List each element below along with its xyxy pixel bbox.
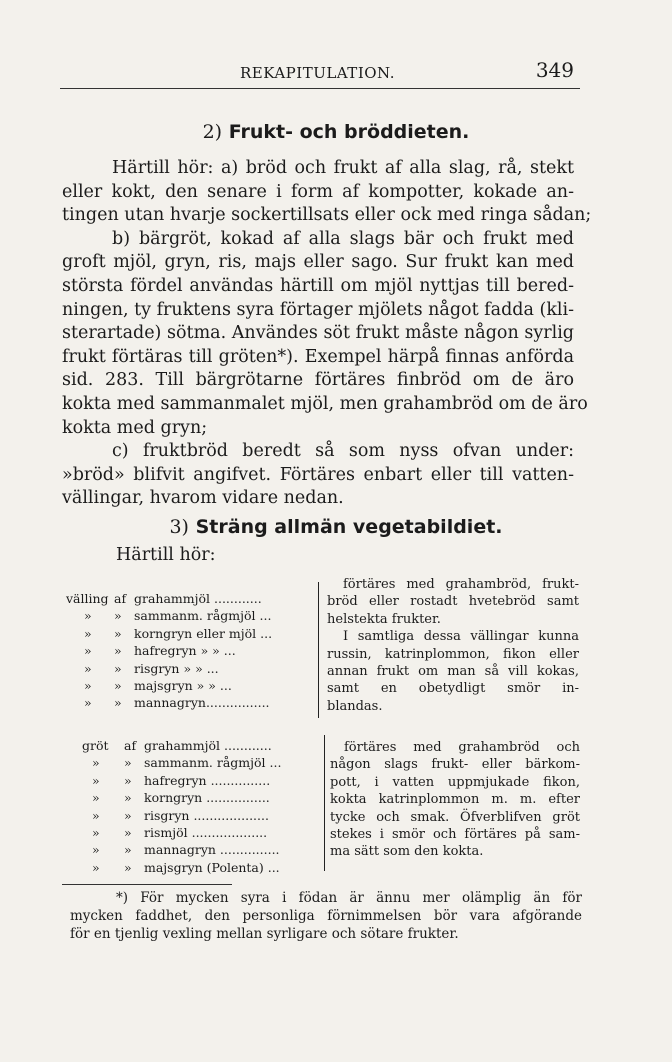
text-line: någon slags frukt- eller bärkom- (330, 757, 580, 773)
list-item-kind: » (92, 859, 100, 875)
list-item-kind: välling (66, 591, 109, 606)
list-item-prep: » (114, 625, 122, 641)
list-item-kind: » (84, 660, 92, 676)
text-line: helstekta frukter. (327, 611, 441, 627)
text-line: I samtliga dessa vällingar kunna (343, 629, 579, 645)
list-item-ingredient: korngryn ................ (144, 790, 270, 806)
grot-description (330, 739, 580, 861)
list-item-prep: » (114, 660, 122, 676)
list-item-kind: » (92, 772, 100, 788)
text-line: b) bärgröt, kokad af alla slags bär och frukt med (112, 228, 574, 249)
list-item-kind: » (84, 643, 92, 659)
list-item-ingredient: mannagryn ............... (144, 842, 280, 858)
running-title: REKAPITULATION. (240, 64, 395, 82)
text-line: för en tjenlig vexling mellan syrligare och sötare frukter. (70, 926, 459, 942)
text-line: pott, i vatten uppmjukade fikon, (330, 774, 580, 790)
list-item-ingredient: rismjöl ................... (144, 825, 268, 841)
list-item-prep: » (114, 678, 122, 694)
section-2-heading (0, 121, 672, 143)
list-item-kind: » (92, 825, 100, 841)
list-item-ingredient: majsgryn (Polenta) ... (144, 859, 280, 875)
valling-brace (318, 582, 319, 718)
text-line: mycken faddhet, den personliga förnimmelsen bör vara afgörande (70, 908, 582, 924)
text-line: kokta med gryn; (62, 417, 208, 438)
list-item-ingredient: majsgryn » » ... (134, 678, 232, 694)
text-line: bröd eller rostadt hvetebröd samt (327, 594, 579, 610)
list-item (66, 660, 272, 677)
list-item (82, 807, 281, 824)
text-line: c) fruktbröd beredt så som nyss ofvan under: (112, 441, 574, 462)
text-line: kokta med sammanmalet mjöl, men grahambröd om de äro (62, 393, 588, 414)
list-item (82, 772, 281, 789)
list-item-kind: » (92, 755, 100, 771)
list-item (82, 789, 281, 806)
text-line: kokta katrinplommon m. m. efter (330, 792, 580, 808)
list-item (66, 607, 272, 624)
list-item (66, 642, 272, 659)
section-3-heading (0, 516, 672, 538)
list-item-ingredient: korngryn eller mjöl ... (134, 625, 273, 641)
text-line: »bröd» blifvit angifvet. Förtäres enbart eller till vatten- (62, 464, 574, 485)
text-line: stekes i smör och förtäres på sam- (330, 827, 580, 843)
list-item-kind: » (84, 608, 92, 624)
list-item-ingredient: hafregryn ............... (144, 772, 271, 788)
footnote-rule (62, 884, 232, 885)
list-item (66, 590, 272, 607)
list-item-kind: » (92, 790, 100, 806)
list-item-ingredient: grahammjöl ............ (134, 591, 262, 606)
list-item-prep: » (114, 695, 122, 711)
text-line: blandas. (327, 698, 383, 714)
text-line: största fördel användas härtill om mjöl nyttjas till bered- (62, 275, 574, 296)
text-line: groft mjöl, gryn, ris, majs eller sago. Sur frukt kan med (62, 252, 574, 273)
list-item-prep: » (124, 842, 132, 858)
text-line: tycke och smak. Öfverblifven gröt (330, 809, 580, 825)
header-rule (60, 88, 580, 89)
text-line: sterartade) sötma. Användes söt frukt måste någon syrlig (62, 323, 574, 344)
page-header (60, 58, 580, 88)
text-line: frukt förtäras till gröten*). Exempel härpå finnas anförda (62, 346, 574, 367)
text-line: förtäres med grahambröd och (344, 740, 580, 755)
section-2-title: Frukt- och bröddieten. (228, 121, 470, 143)
list-item-ingredient: grahammjöl ............ (144, 738, 272, 753)
grot-list (82, 737, 281, 876)
valling-list (66, 590, 272, 712)
text-line: russin, katrinplommon, fikon eller (327, 646, 579, 662)
text-line: ningen, ty fruktens syra förtager mjölets något fadda (kli- (62, 299, 575, 320)
list-item (66, 625, 272, 642)
text-line: ma sätt som den kokta. (330, 844, 484, 860)
section-2-body (62, 157, 592, 511)
text-line: tingen utan hvarje sockertillsats eller ock med ringa sådan; (62, 205, 592, 226)
list-item-ingredient: sammanm. rågmjöl ... (144, 755, 282, 771)
grot-brace (324, 735, 325, 871)
list-item-prep: » (124, 807, 132, 823)
list-item-prep: af (114, 591, 127, 606)
list-item (66, 677, 272, 694)
footnote (70, 889, 582, 943)
list-item (82, 824, 281, 841)
list-item-kind: » (84, 695, 92, 711)
list-item-kind: » (84, 678, 92, 694)
page-number: 349 (535, 58, 574, 82)
list-item-prep: » (114, 643, 122, 659)
list-item (82, 859, 281, 876)
list-item-prep: » (124, 772, 132, 788)
list-item-prep: » (114, 608, 122, 624)
valling-description (327, 576, 579, 715)
text-line: vällingar, hvarom vidare nedan. (62, 488, 344, 509)
list-item-prep: » (124, 825, 132, 841)
list-item (82, 737, 281, 754)
text-line: samt en obetydligt smör in- (327, 681, 579, 697)
section-2-number: 2) (202, 121, 223, 143)
list-item-ingredient: sammanm. rågmjöl ... (134, 608, 272, 624)
list-item-prep: » (124, 790, 132, 806)
list-item-prep: » (124, 859, 132, 875)
list-item-kind: » (92, 807, 100, 823)
text-line: eller kokt, den senare i form af kompotter, kokade an- (62, 181, 574, 202)
list-item-kind: » (92, 842, 100, 858)
section-3-title: Sträng allmän vegetabildiet. (195, 516, 503, 538)
text-line: *) För mycken syra i födan är ännu mer olämplig än för (116, 890, 582, 906)
list-item-ingredient: risgryn » » ... (134, 660, 219, 676)
list-item (82, 754, 281, 771)
text-line: Härtill hör: a) bröd och frukt af alla slag, rå, stekt (112, 158, 574, 178)
list-item (82, 841, 281, 858)
list-item-ingredient: hafregryn » » ... (134, 643, 236, 659)
text-line: sid. 283. Till bärgrötarne förtäres finbröd om de äro (62, 370, 574, 391)
list-item-prep: af (124, 738, 137, 753)
text-line: annan frukt om man så vill kokas, (327, 664, 579, 680)
list-item-prep: » (124, 755, 132, 771)
section-3-intro: Härtill hör: (116, 545, 216, 565)
list-item (66, 694, 272, 711)
list-item-kind: » (84, 625, 92, 641)
list-item-kind: gröt (82, 738, 109, 753)
section-3-number: 3) (169, 516, 189, 538)
list-item-ingredient: mannagryn................ (134, 695, 270, 711)
text-line: förtäres med grahambröd, frukt- (343, 577, 579, 592)
list-item-ingredient: risgryn ................... (144, 807, 269, 823)
